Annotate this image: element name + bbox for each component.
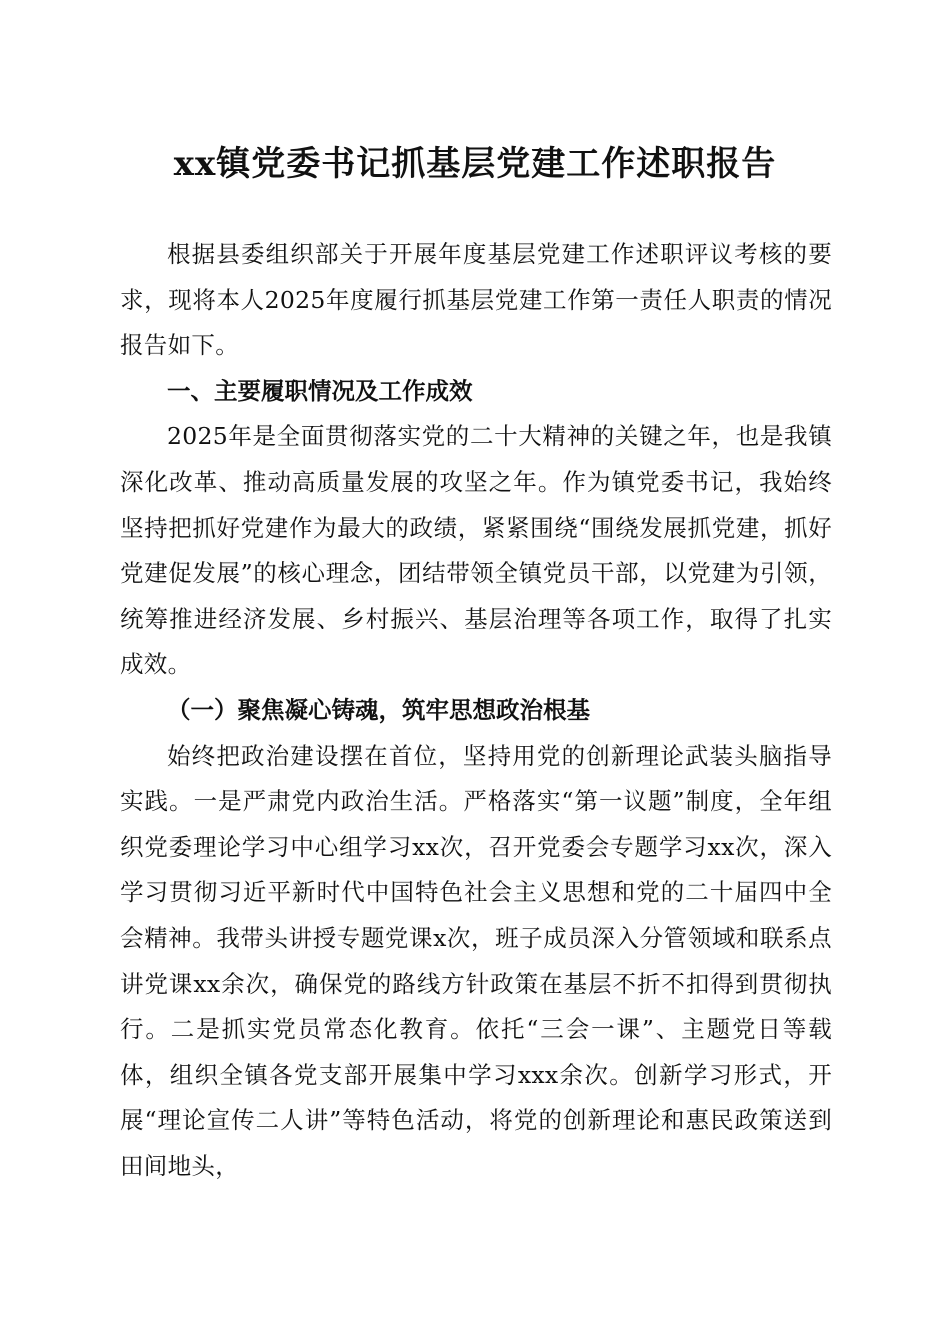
intro-paragraph: 根据县委组织部关于开展年度基层党建工作述职评议考核的要求，现将本人2025年度履行抓基层党建工作第一责任人职责的情况报告如下。 — [120, 240, 832, 360]
section-1-paragraph: 2025年是全面贯彻落实党的二十大精神的关键之年，也是我镇深化改革、推动高质量发展的攻坚之年。作为镇党委书记，我始终坚持把抓好党建作为最大的政绩，紧紧围绕“围绕发展抓党建，抓好党建促发展”的核心理念，团结带领全镇党员干部，以党建为引领，统筹推进经济发展、乡村振兴、基层治理等各项工作，取得了扎实成效。 — [120, 422, 832, 679]
section-1-heading: 一、主要履职情况及工作成效 — [167, 376, 473, 405]
subsection-1-paragraph: 始终把政治建设摆在首位，坚持用党的创新理论武装头脑指导实践。一是严肃党内政治生活。严格落实“第一议题”制度，全年组织党委理论学习中心组学习xx次，召开党委会专题学习xx次，深入学习贯彻习近平新时代中国特色社会主义思想和党的二十届四中全会精神。我带头讲授专题党课x次，班子成员深入分管领域和联系点讲党课xx余次，确保党的路线方针政策在基层不折不扣得到贯彻执行。二是抓实党员常态化教育。依托“三会一课”、主题党日等载体，组织全镇各党支部开展集中学习xxx余次。创新学习形式，开展“理论宣传二人讲”等特色活动，将党的创新理论和惠民政策送到田间地头， — [120, 741, 832, 1180]
document-title: xx镇党委书记抓基层党建工作述职报告 — [173, 144, 777, 184]
subsection-1-heading: （一）聚焦凝心铸魂，筑牢思想政治根基 — [167, 695, 590, 724]
document-body — [120, 232, 832, 1189]
